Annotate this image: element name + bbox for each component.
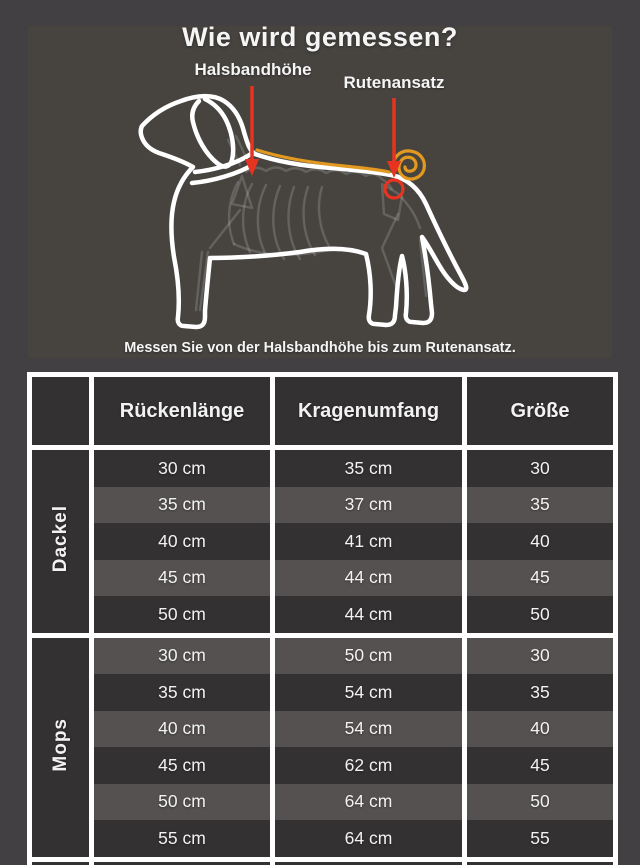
dog-collar bbox=[192, 154, 254, 183]
table-row bbox=[30, 674, 616, 711]
table-row bbox=[30, 448, 616, 487]
value-cell bbox=[465, 859, 616, 865]
value-cell: 45 bbox=[465, 560, 616, 597]
value-cell: 62 cm bbox=[273, 747, 465, 784]
value-cell: 30 bbox=[465, 635, 616, 674]
value-cell: 44 cm bbox=[273, 560, 465, 597]
table-row bbox=[30, 747, 616, 784]
breed-column-header bbox=[30, 375, 92, 448]
value-cell: 35 bbox=[465, 674, 616, 711]
table-row bbox=[30, 859, 616, 865]
table-header-row bbox=[30, 375, 616, 448]
tail-base-label: Rutenansatz bbox=[343, 73, 445, 92]
value-cell: 55 bbox=[465, 820, 616, 859]
breed-label: Dackel bbox=[49, 505, 71, 573]
value-cell: 64 cm bbox=[273, 784, 465, 821]
value-cell: 45 cm bbox=[92, 747, 273, 784]
value-cell: 45 bbox=[465, 747, 616, 784]
value-cell: 50 cm bbox=[92, 596, 273, 635]
tail-base-arrow bbox=[387, 98, 401, 178]
table-row bbox=[30, 596, 616, 635]
value-cell: 54 cm bbox=[273, 674, 465, 711]
dog-measurement-diagram bbox=[0, 0, 640, 362]
value-cell: 41 cm bbox=[273, 523, 465, 560]
value-cell: 40 bbox=[465, 711, 616, 748]
back-length-header: Rückenlänge bbox=[92, 375, 273, 448]
value-cell: 40 cm bbox=[92, 711, 273, 748]
measuring-instruction: Messen Sie von der Halsbandhöhe bis zum Rutenansatz. bbox=[124, 340, 516, 356]
value-cell bbox=[273, 859, 465, 865]
value-cell: 50 cm bbox=[92, 784, 273, 821]
value-cell: 30 bbox=[465, 448, 616, 487]
value-cell: 54 cm bbox=[273, 711, 465, 748]
table-row bbox=[30, 560, 616, 597]
table-row bbox=[30, 820, 616, 859]
collar-circumference-header: Kragenumfang bbox=[273, 375, 465, 448]
breed-label: Mops bbox=[49, 717, 71, 772]
table-row bbox=[30, 487, 616, 524]
value-cell: 30 cm bbox=[92, 635, 273, 674]
value-cell: 50 cm bbox=[273, 635, 465, 674]
table-row bbox=[30, 784, 616, 821]
value-cell: 35 cm bbox=[273, 448, 465, 487]
breed-cell-next bbox=[30, 859, 92, 865]
value-cell: 30 cm bbox=[92, 448, 273, 487]
page-title: Wie wird gemessen? bbox=[182, 22, 458, 52]
size-header: Größe bbox=[465, 375, 616, 448]
value-cell: 64 cm bbox=[273, 820, 465, 859]
tail-base-circle bbox=[385, 180, 403, 198]
size-table bbox=[27, 372, 618, 865]
value-cell: 35 cm bbox=[92, 487, 273, 524]
value-cell: 45 cm bbox=[92, 560, 273, 597]
value-cell: 55 cm bbox=[92, 820, 273, 859]
value-cell: 35 cm bbox=[92, 674, 273, 711]
value-cell bbox=[92, 859, 273, 865]
collar-height-arrow bbox=[245, 86, 259, 176]
breed-cell-mops bbox=[30, 635, 92, 859]
value-cell: 35 bbox=[465, 487, 616, 524]
dog-ear bbox=[192, 99, 233, 167]
breed-cell-dackel bbox=[30, 448, 92, 636]
value-cell: 37 cm bbox=[273, 487, 465, 524]
value-cell: 50 bbox=[465, 596, 616, 635]
value-cell: 40 bbox=[465, 523, 616, 560]
table-row bbox=[30, 523, 616, 560]
value-cell: 50 bbox=[465, 784, 616, 821]
table-row bbox=[30, 711, 616, 748]
value-cell: 40 cm bbox=[92, 523, 273, 560]
collar-height-label: Halsbandhöhe bbox=[194, 60, 312, 79]
value-cell: 44 cm bbox=[273, 596, 465, 635]
table-row bbox=[30, 635, 616, 674]
